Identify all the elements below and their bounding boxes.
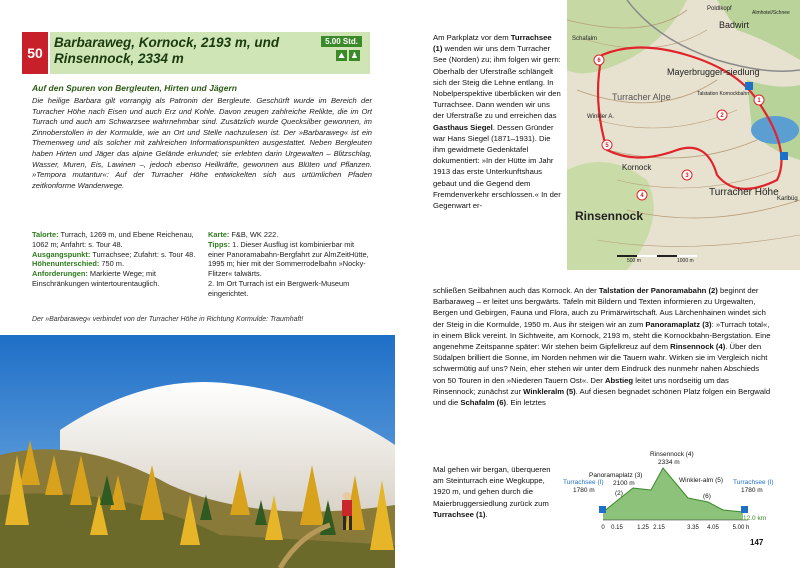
route-map bbox=[567, 0, 800, 270]
map-label: Turracher Alpe bbox=[612, 92, 671, 102]
profile-tick: 3.35 bbox=[687, 525, 699, 531]
map-label: Talstation Kornockbahn bbox=[697, 91, 749, 97]
fact-anforderungen bbox=[32, 269, 196, 289]
svg-text:2: 2 bbox=[720, 113, 724, 119]
profile-label: 12.0 km bbox=[743, 515, 767, 522]
text-run: wenden wir uns dem Turracher See (Norden) zu; ihm folgen wir gern: Oberhalb der Uferstraße schlängelt sich der Steig die Lehne entlang. In Nobelperspektive überblicken wir den Turrachsee. Dann wenden wir uns der Uferstraße zu und erreichen das bbox=[433, 44, 561, 121]
tour-title-box bbox=[50, 32, 370, 74]
profile-tick: 1.25 bbox=[637, 525, 649, 531]
profile-label: Turrachsee (I) bbox=[563, 479, 604, 486]
profile-label: (2) bbox=[615, 490, 623, 497]
fact-value: 1. Dieser Ausflug ist kombinierbar mit einer Panoramabahn-Bergfahrt zur AlmZeitHütte, 1995 m; hier mit der Sommerrodelbahn »Nocky-Flitzer« talwärts. bbox=[208, 239, 369, 279]
tour-subtitle: Auf den Spuren von Bergleuten, Hirten und Jägern bbox=[32, 83, 237, 93]
activity-icons bbox=[336, 50, 360, 61]
tour-number: 50 bbox=[22, 32, 48, 74]
map-label: Winkler A. bbox=[587, 114, 615, 120]
map-label: Schafalm bbox=[572, 36, 598, 42]
fact-value: Turrachsee; Zufahrt: s. Tour 48. bbox=[92, 249, 196, 259]
text-run: beginnt der Barbaraweg – er leitet uns bergwärts. Tafeln mit Bildern und Texten informieren zu Urgewalten, Bergen und Gebirgen, Fauna und Flora, auch zu Primärwirtschaft. Aus Lärchenhainen windet sich der Steig in die Kormulde, 1950 m. Aus ihr steigen wir an zum bbox=[433, 286, 766, 329]
fact-label: Anforderungen: bbox=[32, 269, 88, 279]
fact-label: Ausgangspunkt: bbox=[32, 249, 91, 259]
fact-ausgang bbox=[32, 250, 196, 260]
fact-value: F&B, WK 222. bbox=[231, 230, 279, 239]
text-run: schließen Seilbahnen auch das Kornock. An der bbox=[433, 286, 599, 295]
profile-label: 2334 m bbox=[658, 459, 680, 466]
family-icon: ♟ bbox=[350, 51, 359, 60]
map-label: 500 m bbox=[627, 258, 641, 264]
profile-label: Panoramaplatz (3) bbox=[589, 472, 643, 479]
page-number: 147 bbox=[750, 538, 764, 547]
fact-tipps-2: 2. Im Ort Turrach ist ein Bergwerk-Museum eingerichtet. bbox=[208, 278, 350, 298]
svg-text:5: 5 bbox=[605, 143, 609, 149]
facts-col-right bbox=[208, 230, 372, 299]
text-run-bold: Gasthaus Siegel bbox=[433, 122, 493, 132]
text-run-bold: Winkleralm (5) bbox=[523, 386, 576, 396]
map-label: 1000 m bbox=[677, 258, 694, 264]
landscape-illustration bbox=[0, 335, 395, 568]
map-label: Karlbüg bbox=[777, 196, 798, 202]
text-run-bold: Abstieg bbox=[604, 375, 634, 385]
fact-label: Karte: bbox=[208, 230, 230, 239]
profile-label: 1780 m bbox=[573, 487, 595, 494]
profile-label: Rinsennock (4) bbox=[650, 451, 694, 458]
text-run-bold: Panoramaplatz (3) bbox=[645, 319, 712, 329]
facts-col-left bbox=[32, 230, 196, 299]
elevation-profile bbox=[563, 450, 778, 532]
svg-text:3: 3 bbox=[685, 173, 689, 179]
profile-tick: 0 bbox=[601, 525, 605, 531]
svg-text:1: 1 bbox=[757, 98, 761, 104]
text-run-bold: Turrachsee (1) bbox=[433, 33, 552, 54]
profile-chart bbox=[563, 450, 778, 532]
text-run: Am Parkplatz vor dem bbox=[433, 33, 511, 42]
text-run-bold: Rinsennock (4) bbox=[670, 342, 726, 352]
hiker-icon: ⛰ bbox=[336, 50, 347, 61]
profile-tick: 4.05 bbox=[707, 525, 719, 531]
text-run: . Über den Südalpen brilliert die Sonne, im Norden nehmen wir die Tauern wahr. Wirken sie im Vergleich nicht schwermütig auf uns? Nein, eher stehen wir unter dem Eindruck des nunmehr nahen Abschieds von 50 Touren in den »Niederen Tauern Ost«. Der bbox=[433, 342, 768, 385]
profile-tick: 5.00 h bbox=[732, 525, 750, 531]
fact-label: Tipps: bbox=[208, 239, 231, 249]
map-label: Rinsennock bbox=[575, 209, 644, 223]
text-run: . bbox=[485, 509, 488, 519]
duration-badge: 5.00 Std. bbox=[321, 36, 362, 47]
map-label: Badwirt bbox=[719, 20, 750, 30]
text-run: . Dessen Gründer war Hans Siegel (1871–1931). Die ihm gewidmete Gedenktafel dokumentiert: »In der Hütte im Jahr 1913 das erste Unterkunftshaus gebaut und die Gegend dem Fremdenverkehr erschlossen.« In der Gegenwart er- bbox=[433, 122, 561, 211]
profile-label: (6) bbox=[703, 493, 711, 500]
text-run: Mal gehen wir bergan, überqueren am Steinturrach eine Wegkuppe, 1920 m, und gehen durch die Maierbruggersiedlung zurück zum bbox=[433, 465, 551, 508]
profile-label: 2100 m bbox=[613, 480, 635, 487]
fact-karte bbox=[208, 230, 372, 240]
text-run: . Ein letztes bbox=[506, 398, 546, 408]
text-run-bold: Turrachsee (1) bbox=[433, 509, 486, 519]
text-run: : »Turrach total«, in einem Blick vereint. In Sichtweite, am Kornock, 2193 m, steht die Kornockbahn-Bergstation. Eine angenehme Zeitspanne später: Wir stehen beim Gipfelkreuz auf dem bbox=[433, 319, 771, 352]
tour-intro: Die heilige Barbara gilt vorrangig als Patronin der Bergleute. Geschürft wurde im Bereich der Turracher Höhe nach Eisen und auch Erz und Kohle. Davon zeugen zahlreiche Relikte, die im Ort Turrach und auch am Schwarzsee wahrnehmbar sind. Zusätzlich wurde Quecksilber gewonnen, im Zinnoberstollen in der Kormulde, wie an Ort und Stelle nachzulesen ist. Der »Barbaraweg« ist ein Themenweg und als solcher mit zahlreichen Informationspunkten ausgestattet. Neben Bergleuten haben Hirten und Jäger das alpine Gelände erkundet; sie erlebten darin Urgewalten – Blitzschlag, Wasser, Muren, Eis, Lawinen –, jedoch ebenso Heilkräfte, gewonnen aus Blüten und Pflanzen. »Tempora mutantur«: Auf der Turracher Höhe entwickelten sich aus urtümlichen Pfaden zeitkonforme Wanderwege. bbox=[32, 96, 372, 190]
map-label: Mayerbrugger-siedlung bbox=[667, 67, 760, 77]
text-run: . Auf diesen begnadet schönen Platz folgen ein Bergwald und die bbox=[433, 386, 771, 408]
map-label: Almhotel/Schnee bbox=[752, 10, 790, 16]
profile-label: Winkler-alm (5) bbox=[679, 477, 724, 484]
map-label: Poldlkopf bbox=[707, 6, 732, 12]
profile-tick: 0.15 bbox=[611, 525, 623, 531]
map-illustration bbox=[567, 0, 800, 270]
profile-label: Turrachsee (I) bbox=[733, 479, 774, 486]
body-text-column bbox=[433, 32, 561, 211]
facts-box bbox=[32, 230, 372, 299]
map-label: Kornock bbox=[622, 163, 652, 172]
fact-value: Markierte Wege; mit Einschränkungen wintertourentauglich. bbox=[32, 269, 160, 288]
profile-label: 1780 m bbox=[741, 487, 763, 494]
left-page bbox=[0, 0, 395, 568]
tour-title: Barbaraweg, Kornock, 2193 m, und Rinsennock, 2334 m bbox=[54, 35, 280, 66]
fact-hoehe bbox=[32, 259, 196, 269]
landscape-photo bbox=[0, 335, 395, 568]
fact-value: 750 m. bbox=[101, 259, 125, 269]
right-page bbox=[405, 0, 800, 568]
text-run-bold: Schafalm (6) bbox=[460, 398, 507, 408]
text-run: leitet uns nordseitig um das Rinsennock; zunächst zur bbox=[433, 375, 729, 396]
svg-text:4: 4 bbox=[640, 193, 644, 199]
profile-tick: 2.15 bbox=[653, 525, 665, 531]
fact-label: Höhenunterschied: bbox=[32, 259, 100, 269]
fact-talorte bbox=[32, 230, 196, 250]
fact-label: Talorte: bbox=[32, 230, 59, 239]
tour-header bbox=[22, 32, 370, 74]
body-text-end bbox=[433, 464, 563, 520]
map-label: Turracher Höhe bbox=[709, 187, 779, 198]
body-text-full bbox=[433, 285, 773, 408]
photo-caption: Der »Barbaraweg« verbindet von der Turracher Höhe in Richtung Kormulde: Traumhaft! bbox=[32, 316, 304, 323]
text-run-bold: Talstation der Panoramabahn (2) bbox=[598, 286, 718, 295]
svg-text:6: 6 bbox=[597, 58, 601, 64]
fact-value: Turrach, 1269 m, und Ebene Reichenau, 1062 m; Anfahrt: s. Tour 48. bbox=[32, 230, 194, 249]
fact-tipps bbox=[208, 240, 372, 279]
